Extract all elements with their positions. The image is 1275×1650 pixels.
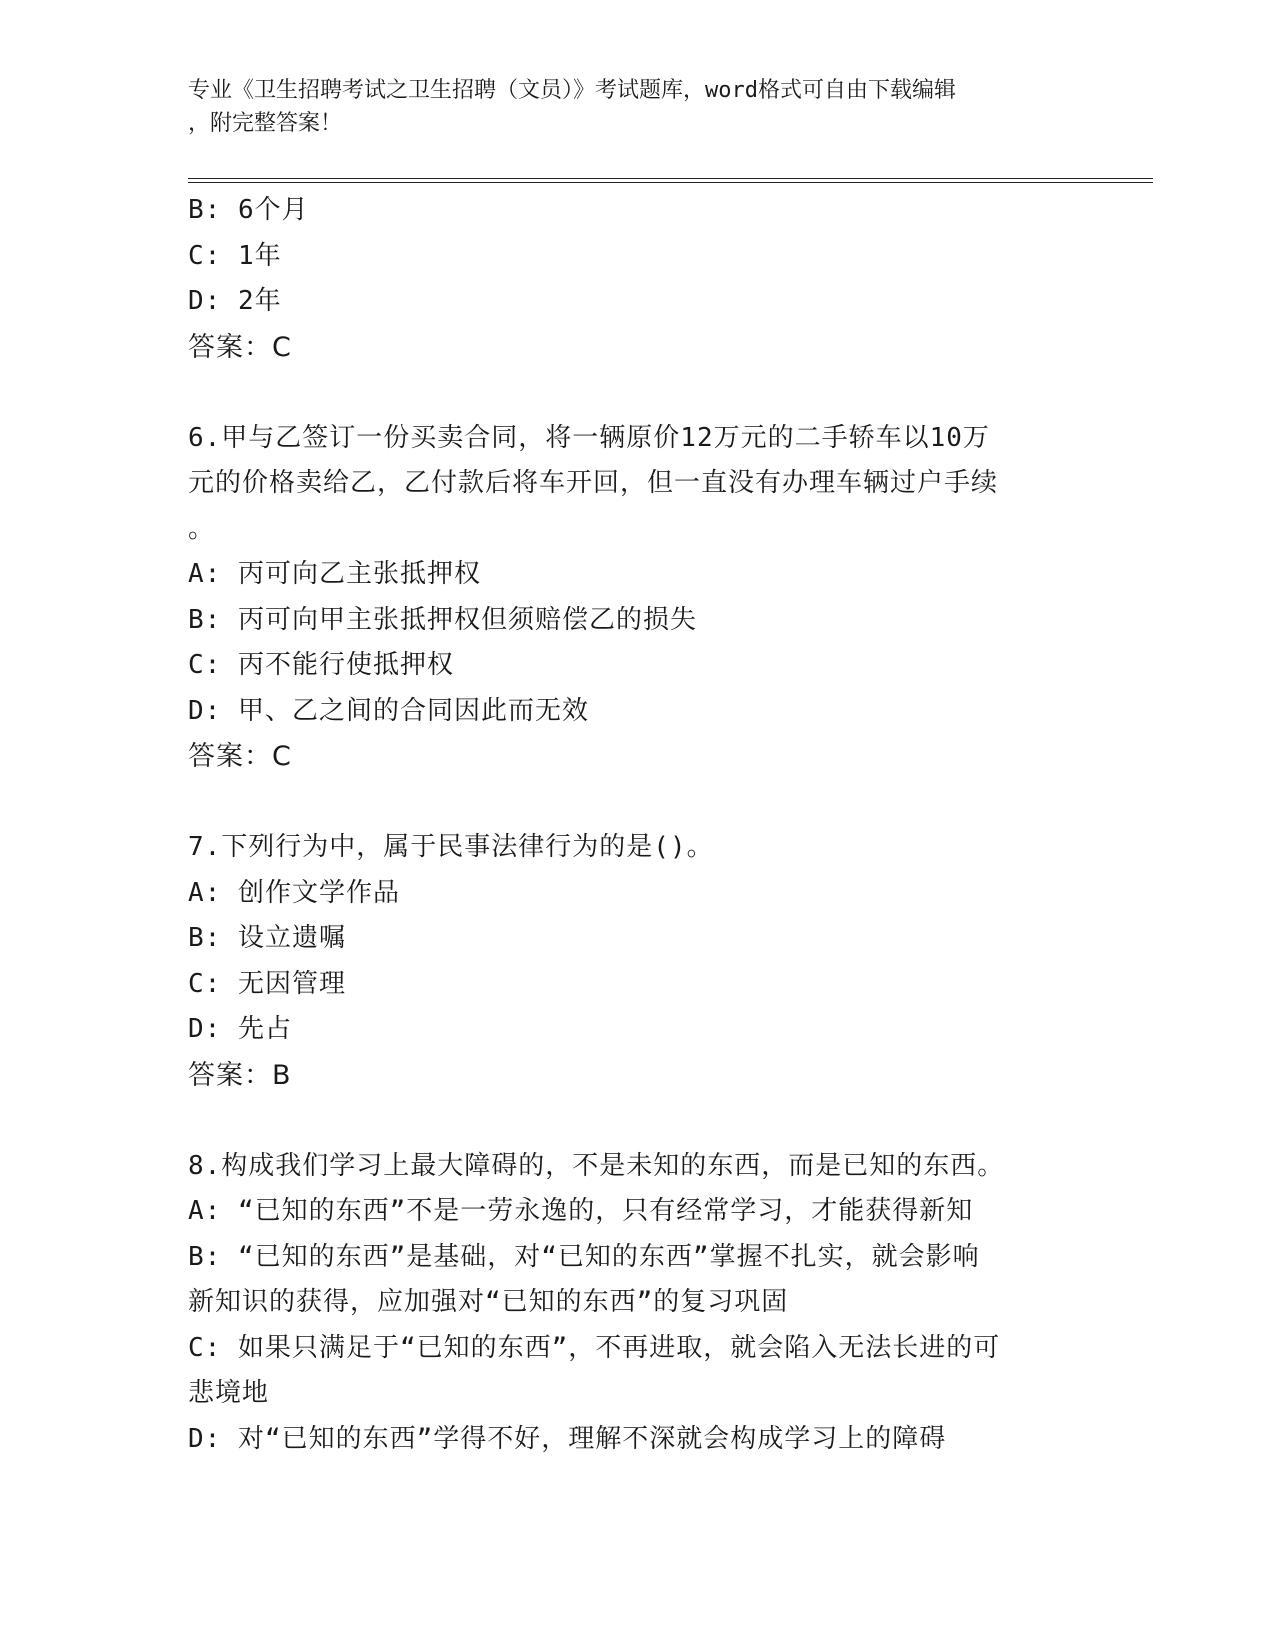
q5-option-d: D: 2年 <box>188 286 282 316</box>
header-divider <box>188 178 1153 183</box>
q8-option-c-line-1: C: 如果只满足于“已知的东西”，不再进取，就会陷入无法长进的可 <box>188 1332 1001 1363</box>
q8-stem: 8.构成我们学习上最大障碍的，不是未知的东西，而是已知的东西。 <box>188 1150 1005 1181</box>
q7-option-a: A: 创作文学作品 <box>188 877 400 908</box>
q6-option-d: D: 甲、乙之间的合同因此而无效 <box>188 695 589 726</box>
header-line-1: 专业《卫生招聘考试之卫生招聘（文员）》考试题库，word格式可自由下载编辑 <box>188 78 956 103</box>
spacer <box>188 780 1088 826</box>
question-list <box>188 188 1088 1462</box>
q7-option-c: C: 无因管理 <box>188 968 346 999</box>
q8-option-b-line-2: 新知识的获得，应加强对“已知的东西”的复习巩固 <box>188 1287 789 1317</box>
spacer <box>188 370 1088 416</box>
q8-option-a: A: “已知的东西”不是一劳永逸的，只有经常学习，才能获得新知 <box>188 1196 974 1226</box>
document-header <box>188 74 1088 140</box>
q5-option-c: C: 1年 <box>188 240 282 271</box>
q7-stem: 7.下列行为中，属于民事法律行为的是()。 <box>188 832 714 862</box>
q5-answer: 答案：C <box>188 331 292 363</box>
q6-option-a: A: 丙可向乙主张抵押权 <box>188 559 481 589</box>
q6-option-b: B: 丙可向甲主张抵押权但须赔偿乙的损失 <box>188 604 697 635</box>
q7-option-b: B: 设立遗嘱 <box>188 923 346 953</box>
header-line-2: ，附完整答案！ <box>188 111 343 136</box>
q6-answer: 答案：C <box>188 741 292 772</box>
q8-option-b-line-1: B: “已知的东西”是基础，对“已知的东西”掌握不扎实，就会影响 <box>188 1241 980 1272</box>
q6-option-c: C: 丙不能行使抵押权 <box>188 650 454 680</box>
q7-option-d: D: 先占 <box>188 1014 292 1044</box>
spacer <box>188 1098 1088 1144</box>
q7-answer: 答案：B <box>188 1059 292 1091</box>
q8-option-d: D: 对“已知的东西”学得不好，理解不深就会构成学习上的障碍 <box>188 1423 947 1454</box>
q6-stem-line-3: 。 <box>188 513 216 544</box>
q6-stem-line-1: 6.甲与乙签订一份买卖合同，将一辆原价12万元的二手轿车以10万 <box>188 422 990 453</box>
q8-option-c-line-2: 悲境地 <box>188 1378 270 1408</box>
q5-option-b: B: 6个月 <box>188 195 309 225</box>
q6-stem-line-2: 元的价格卖给乙，乙付款后将车开回，但一直没有办理车辆过户手续 <box>188 468 999 498</box>
